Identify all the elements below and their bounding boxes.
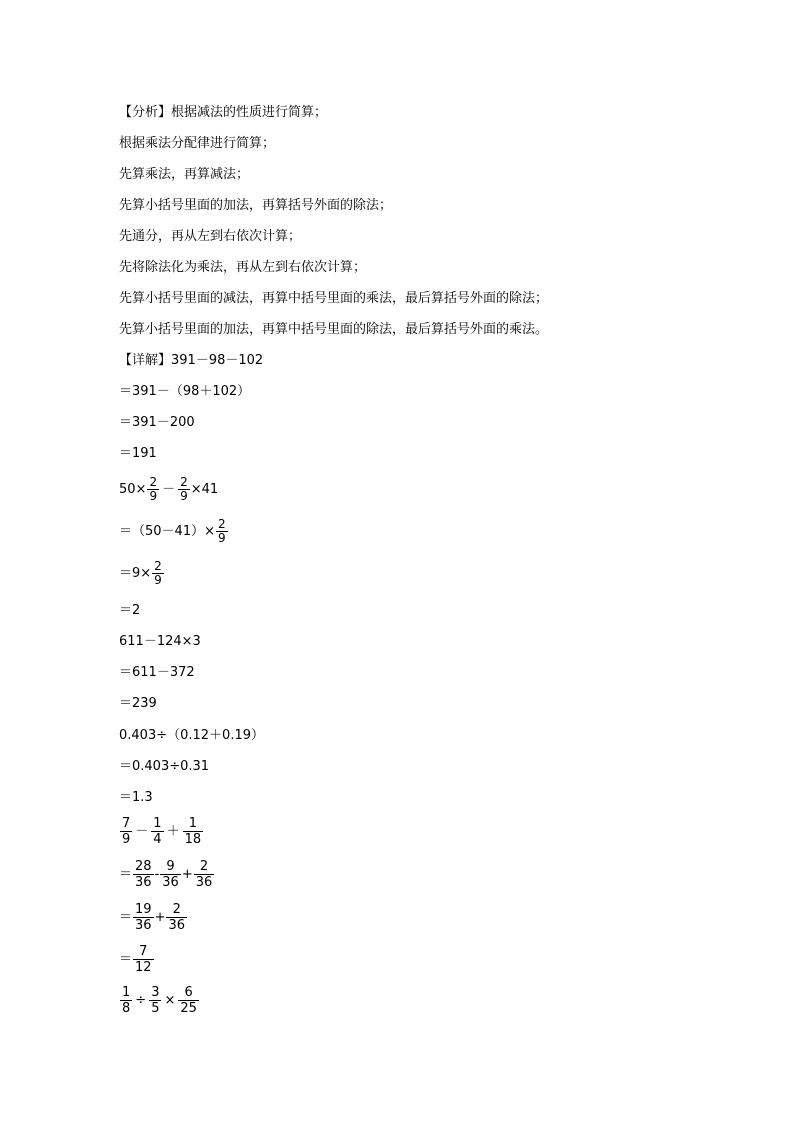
- fraction: $\frac{6}{25}$: [180, 985, 197, 1016]
- p3-expr: 611－124×3: [119, 634, 201, 649]
- detail-line-1: [119, 353, 263, 369]
- analysis-line-5: 先通分，再从左到右依次计算；: [119, 229, 302, 244]
- analysis-line-1: [119, 105, 327, 121]
- p1-step-1: ＝391－（98＋102）: [119, 384, 251, 399]
- fraction: $\frac{2}{9}$: [154, 559, 162, 587]
- p5-step-1: ＝ $\frac{28}{36}$ - $\frac{9}{36}$ + $\frac{2}{36}$: [119, 859, 213, 890]
- analysis-line-4: 先算小括号里面的加法，再算括号外面的除法；: [119, 198, 393, 213]
- analysis-line-7: 先算小括号里面的减法，再算中括号里面的乘法，最后算括号外面的除法；: [119, 291, 549, 306]
- p3-step-1: ＝611－372: [119, 665, 195, 680]
- p4-step-1: ＝0.403÷0.31: [119, 759, 210, 774]
- fraction: $\frac{28}{36}$: [135, 859, 152, 890]
- p6-expr: $\frac{1}{8}$ ÷ $\frac{3}{5}$ × $\frac{6}{25}$: [122, 985, 197, 1016]
- fraction: $\frac{9}{36}$: [162, 859, 179, 890]
- p4-expr: 0.403÷（0.12＋0.19）: [119, 728, 264, 743]
- p5-expr: $\frac{7}{9}$ － $\frac{1}{4}$ ＋ $\frac{1}{18}$: [122, 816, 202, 847]
- p2-step-1: ＝（50－41）× $\frac{2}{9}$: [119, 517, 226, 545]
- analysis-line-3: 先算乘法，再算减法；: [119, 167, 250, 182]
- fraction: $\frac{7}{12}$: [135, 944, 152, 975]
- fraction: $\frac{2}{36}$: [195, 859, 213, 890]
- fraction: $\frac{2}{36}$: [168, 902, 186, 933]
- fraction: $\frac{19}{36}$: [135, 902, 152, 933]
- p5-step-3: ＝ $\frac{7}{12}$: [119, 944, 152, 975]
- fraction: $\frac{1}{8}$: [122, 985, 131, 1016]
- analysis-text: 根据减法的性质进行简算；: [171, 105, 328, 120]
- p2-step-3: ＝2: [119, 603, 141, 618]
- analysis-label: 【分析】: [119, 105, 172, 120]
- fraction: $\frac{2}{9}$: [180, 475, 188, 503]
- fraction: $\frac{3}{5}$: [151, 985, 160, 1016]
- fraction: $\frac{7}{9}$: [122, 816, 131, 847]
- p2-expr: 50× $\frac{2}{9}$ － $\frac{2}{9}$ ×41: [119, 475, 219, 503]
- fraction: $\frac{1}{4}$: [153, 816, 162, 847]
- fraction: $\frac{2}{9}$: [149, 475, 158, 503]
- p2-step-2: ＝9× $\frac{2}{9}$: [119, 559, 162, 587]
- p4-step-2: ＝1.3: [119, 790, 153, 805]
- fraction: $\frac{2}{9}$: [217, 517, 226, 545]
- fraction: $\frac{1}{18}$: [184, 816, 202, 847]
- p1-step-2: ＝391－200: [119, 415, 195, 430]
- p3-step-2: ＝239: [119, 696, 157, 711]
- analysis-line-8: 先算小括号里面的加法，再算中括号里面的除法，最后算括号外面的乘法。: [119, 322, 549, 337]
- expr: 391－98－102: [171, 353, 264, 368]
- p5-step-2: ＝ $\frac{19}{36}$ + $\frac{2}{36}$: [119, 902, 186, 933]
- p1-step-3: ＝191: [119, 446, 157, 461]
- detail-label: 【详解】: [119, 353, 172, 368]
- analysis-line-2: 根据乘法分配律进行简算；: [119, 136, 276, 151]
- analysis-line-6: 先将除法化为乘法，再从左到右依次计算；: [119, 260, 367, 275]
